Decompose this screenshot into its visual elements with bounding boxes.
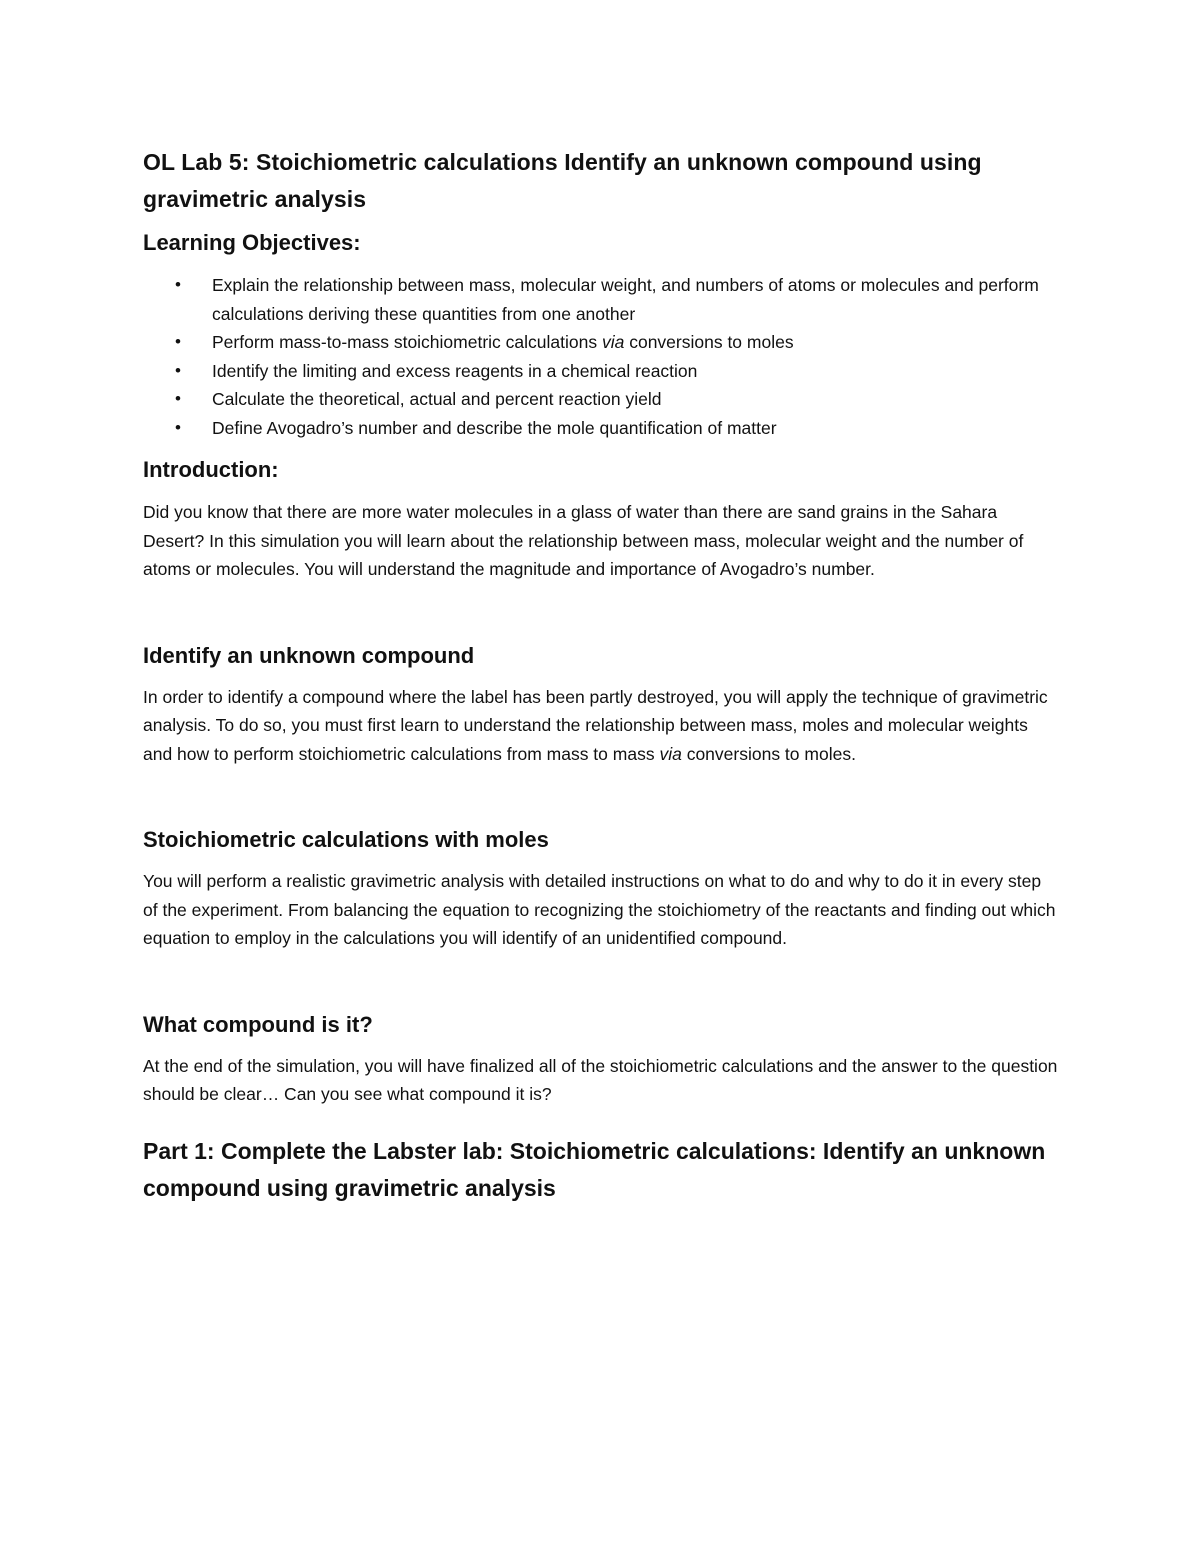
part1-heading: Part 1: Complete the Labster lab: Stoichiometric calculations: Identify an unknown compound using gravimetric analysis [143,1137,1046,1201]
identify-text-before: In order to identify a compound where the label has been partly destroyed, you will apply the technique of gravimetric analysis. To do so, you must first learn to understand the relationship between mass, moles and molecular weights and how to perform stoichiometric calculations from mass to mass [143,686,1048,764]
objective-text: Explain the relationship between mass, molecular weight, and numbers of atoms or molecules and perform calculations deriving these quantities from one another [212,275,1039,324]
document-title: OL Lab 5: Stoichiometric calculations Identify an unknown compound using gravimetric analysis [143,149,982,212]
identify-paragraph [143,683,1060,769]
section-spacer [143,1109,1060,1133]
objective-text: Define Avogadro’s number and describe the mole quantification of matter [212,417,777,438]
list-item [143,357,1060,386]
section-spacer [143,953,1060,1010]
list-item [143,328,1060,357]
objective-text: Calculate the theoretical, actual and percent reaction yield [212,389,662,409]
section-spacer [143,768,1060,825]
objective-text-before: Perform mass-to-mass stoichiometric calculations [212,332,602,352]
bullet-icon: • [175,360,181,380]
objective-text-italic: via [601,332,625,352]
what-heading: What compound is it? [143,1011,373,1037]
introduction-paragraph: Did you know that there are more water molecules in a glass of water than there are sand grains in the Sahara Desert? In this simulation you will learn about the relationship between mass, molecular weight and the number of atoms or molecules. You will understand the magnitude and importance of Avogadro’s number. [143,502,1024,579]
list-item [143,385,1060,414]
what-paragraph: At the end of the simulation, you will have finalized all of the stoichiometric calculations and the answer to the question should be clear… Can you see what compound it is? [143,1055,1058,1104]
list-item [143,414,1060,443]
bullet-icon: • [175,275,181,294]
section-spacer [143,584,1060,641]
objective-text: Identify the limiting and excess reagents in a chemical reaction [212,360,698,381]
learning-objectives-list [143,271,1060,442]
stoich-paragraph: You will perform a realistic gravimetric analysis with detailed instructions on what to do and why to do it in every step of the experiment. From balancing the equation to recognizing the stoichiometry of the reactants and finding out which equation to employ in the calculations you will identify of an unidentified compound. [143,871,1056,948]
bullet-icon: • [175,389,181,408]
learning-objectives-heading: Learning Objectives: [143,230,361,255]
list-item [143,271,1060,328]
stoich-heading: Stoichiometric calculations with moles [143,827,549,852]
identify-text-after: conversions to moles. [681,743,856,764]
objective-text-after: conversions to moles [624,332,794,352]
identify-heading: Identify an unknown compound [143,642,475,668]
bullet-icon: • [175,417,181,437]
identify-text-italic: via [659,743,682,764]
bullet-icon: • [175,332,181,351]
introduction-heading: Introduction: [143,457,279,482]
